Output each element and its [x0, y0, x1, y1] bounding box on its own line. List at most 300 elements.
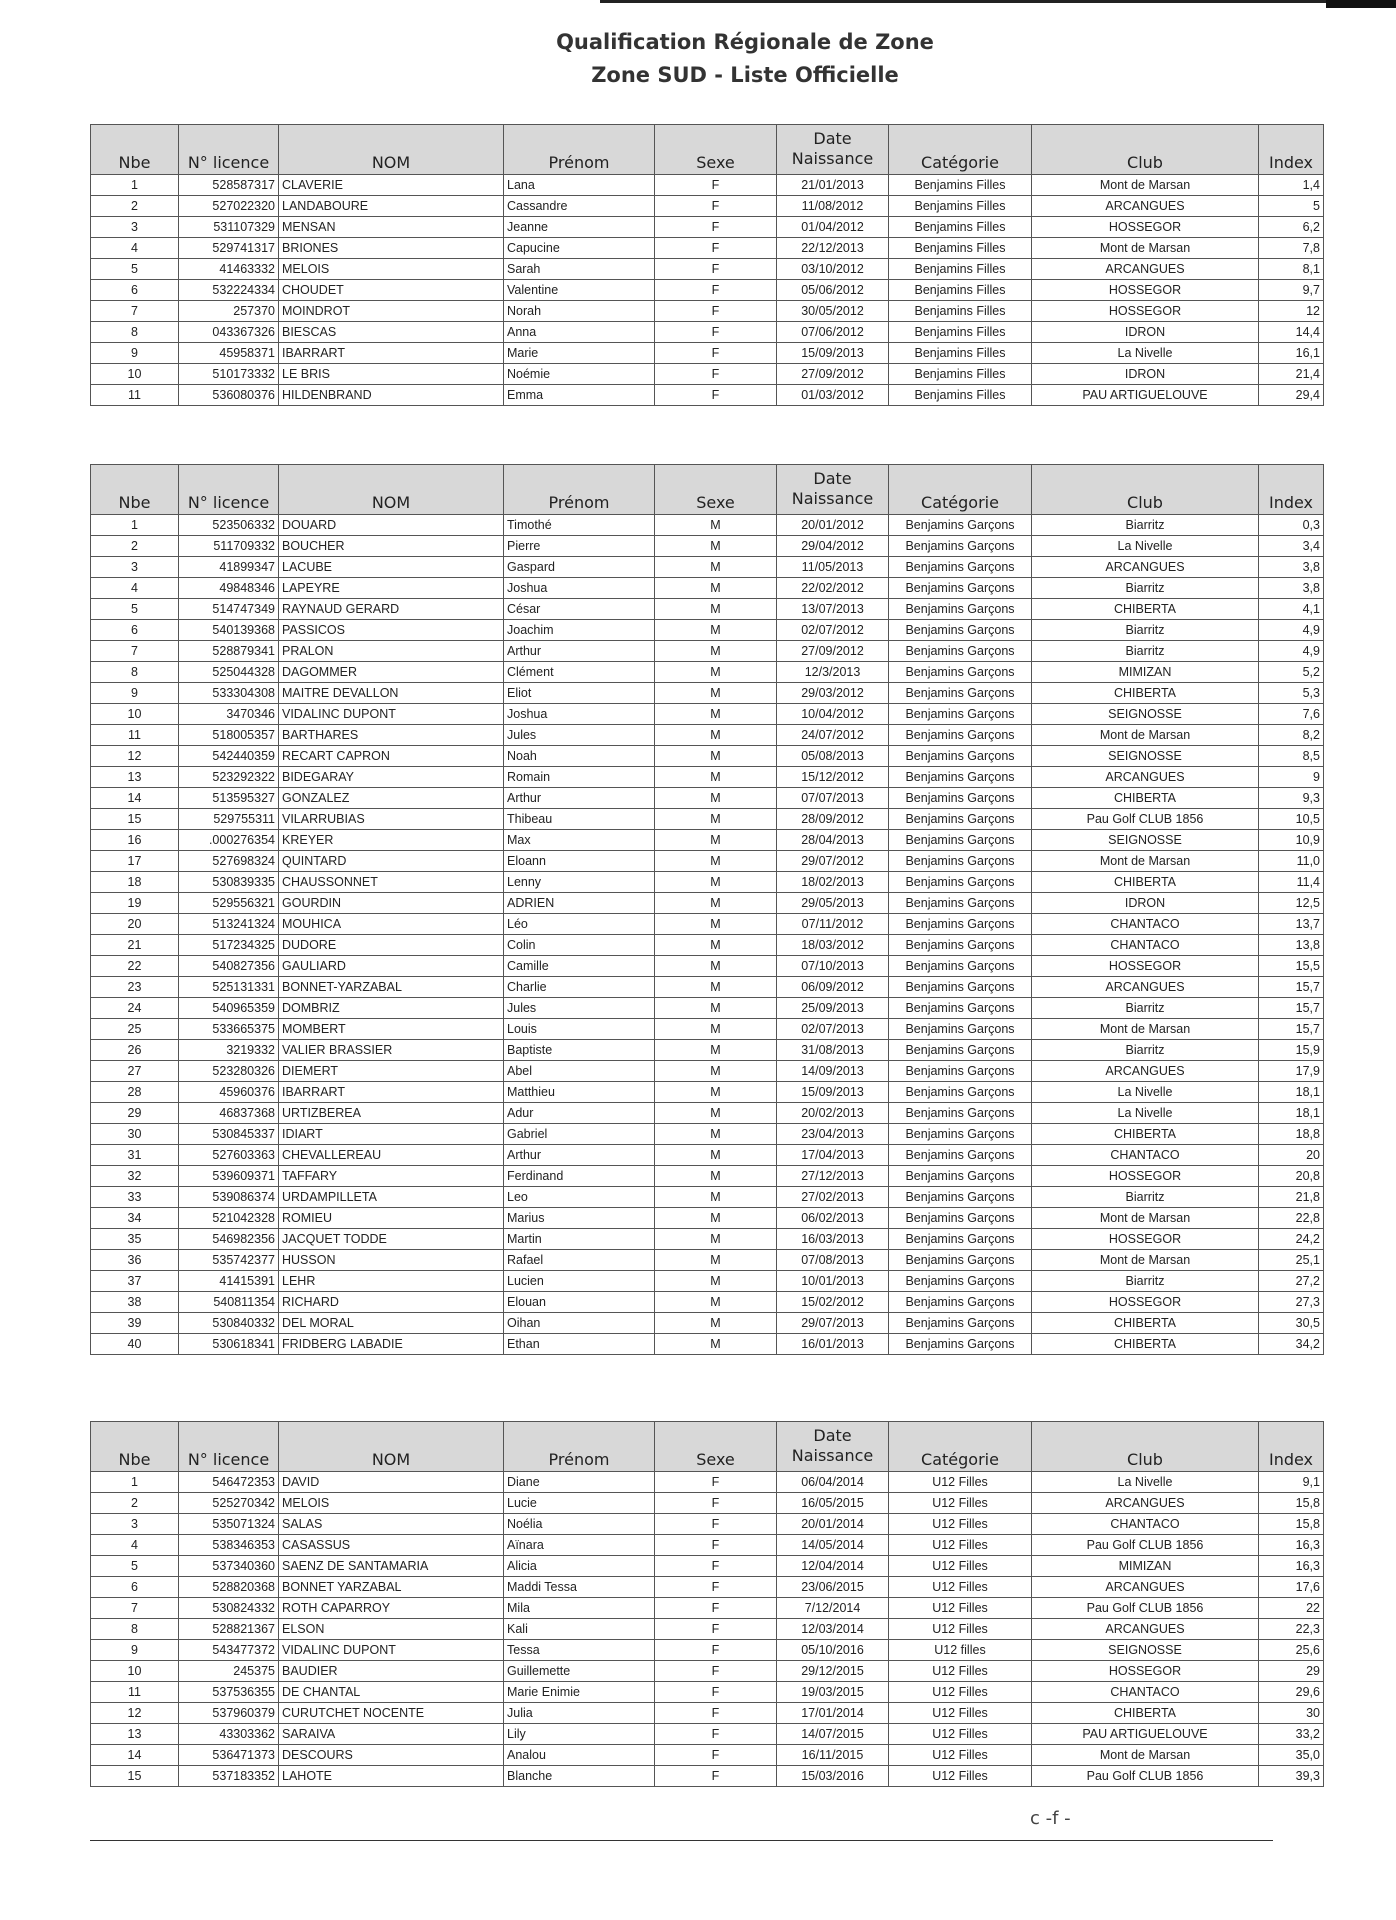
- cell-categorie: Benjamins Garçons: [889, 725, 1032, 746]
- cell-prenom: Marius: [504, 1208, 655, 1229]
- cell-categorie: Benjamins Garçons: [889, 914, 1032, 935]
- cell-prenom: Mila: [504, 1598, 655, 1619]
- cell-categorie: Benjamins Garçons: [889, 1124, 1032, 1145]
- cell-licence: 533304308: [179, 683, 279, 704]
- cell-licence: 538346353: [179, 1535, 279, 1556]
- cell-nom: BONNET YARZABAL: [279, 1577, 504, 1598]
- cell-nom: CURUTCHET NOCENTE: [279, 1703, 504, 1724]
- cell-nom: MOMBERT: [279, 1019, 504, 1040]
- cell-prenom: Martin: [504, 1229, 655, 1250]
- header-index: Index: [1259, 465, 1324, 515]
- cell-nom: LACUBE: [279, 557, 504, 578]
- cell-sexe: F: [655, 1661, 777, 1682]
- table-row: [91, 662, 1324, 683]
- cell-prenom: Jules: [504, 725, 655, 746]
- cell-index: 15,8: [1259, 1493, 1324, 1514]
- cell-date: 05/06/2012: [777, 280, 889, 301]
- cell-club: Mont de Marsan: [1032, 1019, 1259, 1040]
- cell-index: 18,8: [1259, 1124, 1324, 1145]
- table-row: [91, 851, 1324, 872]
- cell-sexe: M: [655, 1313, 777, 1334]
- cell-categorie: Benjamins Filles: [889, 280, 1032, 301]
- cell-club: ARCANGUES: [1032, 196, 1259, 217]
- cell-licence: 537960379: [179, 1703, 279, 1724]
- cell-prenom: Abel: [504, 1061, 655, 1082]
- cell-club: CHANTACO: [1032, 914, 1259, 935]
- cell-club: CHIBERTA: [1032, 872, 1259, 893]
- cell-nom: MELOIS: [279, 259, 504, 280]
- cell-index: 7,6: [1259, 704, 1324, 725]
- cell-categorie: U12 Filles: [889, 1619, 1032, 1640]
- table-header-row: [91, 125, 1324, 175]
- table-row: [91, 1208, 1324, 1229]
- cell-index: 9,7: [1259, 280, 1324, 301]
- cell-index: 11,0: [1259, 851, 1324, 872]
- cell-categorie: Benjamins Garçons: [889, 746, 1032, 767]
- header-nom: NOM: [279, 125, 504, 175]
- cell-categorie: Benjamins Garçons: [889, 1019, 1032, 1040]
- cell-nbe: 1: [91, 175, 179, 196]
- cell-index: 12: [1259, 301, 1324, 322]
- cell-nom: RECART CAPRON: [279, 746, 504, 767]
- cell-licence: 528820368: [179, 1577, 279, 1598]
- cell-nbe: 26: [91, 1040, 179, 1061]
- table-row: [91, 599, 1324, 620]
- header-sexe: Sexe: [655, 125, 777, 175]
- cell-prenom: ADRIEN: [504, 893, 655, 914]
- cell-licence: 514747349: [179, 599, 279, 620]
- cell-nom: KREYER: [279, 830, 504, 851]
- table-row: [91, 1514, 1324, 1535]
- cell-index: 15,7: [1259, 1019, 1324, 1040]
- cell-prenom: Julia: [504, 1703, 655, 1724]
- cell-nbe: 2: [91, 196, 179, 217]
- table-row: [91, 322, 1324, 343]
- cell-sexe: F: [655, 1514, 777, 1535]
- cell-prenom: Maddi Tessa: [504, 1577, 655, 1598]
- cell-sexe: M: [655, 599, 777, 620]
- cell-date: 16/01/2013: [777, 1334, 889, 1355]
- header-licence: N° licence: [179, 1422, 279, 1472]
- cell-club: HOSSEGOR: [1032, 956, 1259, 977]
- cell-categorie: U12 Filles: [889, 1682, 1032, 1703]
- cell-nbe: 12: [91, 1703, 179, 1724]
- cell-date: 18/02/2013: [777, 872, 889, 893]
- cell-sexe: F: [655, 1703, 777, 1724]
- cell-licence: 530840332: [179, 1313, 279, 1334]
- table-header-row: [91, 465, 1324, 515]
- cell-index: 25,6: [1259, 1640, 1324, 1661]
- cell-categorie: Benjamins Garçons: [889, 620, 1032, 641]
- cell-nom: URTIZBEREA: [279, 1103, 504, 1124]
- cell-prenom: Camille: [504, 956, 655, 977]
- cell-nom: GAULIARD: [279, 956, 504, 977]
- document-subtitle: Zone SUD - Liste Officielle: [591, 63, 899, 87]
- cell-categorie: Benjamins Filles: [889, 175, 1032, 196]
- cell-sexe: F: [655, 280, 777, 301]
- cell-date: 29/07/2012: [777, 851, 889, 872]
- cell-club: Mont de Marsan: [1032, 1745, 1259, 1766]
- cell-nom: MENSAN: [279, 217, 504, 238]
- cell-sexe: M: [655, 662, 777, 683]
- cell-categorie: U12 Filles: [889, 1556, 1032, 1577]
- cell-nom: BAUDIER: [279, 1661, 504, 1682]
- cell-nbe: 12: [91, 746, 179, 767]
- cell-nom: RAYNAUD GERARD: [279, 599, 504, 620]
- cell-nbe: 38: [91, 1292, 179, 1313]
- cell-club: CHIBERTA: [1032, 1124, 1259, 1145]
- cell-licence: 546982356: [179, 1229, 279, 1250]
- cell-index: 8,1: [1259, 259, 1324, 280]
- cell-nbe: 5: [91, 1556, 179, 1577]
- cell-date: 20/01/2012: [777, 515, 889, 536]
- header-nbe: Nbe: [91, 465, 179, 515]
- cell-categorie: Benjamins Filles: [889, 238, 1032, 259]
- cell-date: 27/09/2012: [777, 641, 889, 662]
- cell-sexe: M: [655, 893, 777, 914]
- cell-date: 07/08/2013: [777, 1250, 889, 1271]
- cell-nom: VILARRUBIAS: [279, 809, 504, 830]
- cell-club: Biarritz: [1032, 515, 1259, 536]
- cell-nom: VALIER BRASSIER: [279, 1040, 504, 1061]
- cell-prenom: Léo: [504, 914, 655, 935]
- cell-licence: 41899347: [179, 557, 279, 578]
- cell-club: CHIBERTA: [1032, 599, 1259, 620]
- cell-nom: BARTHARES: [279, 725, 504, 746]
- cell-index: 33,2: [1259, 1724, 1324, 1745]
- cell-categorie: Benjamins Garçons: [889, 557, 1032, 578]
- cell-index: 15,5: [1259, 956, 1324, 977]
- cell-prenom: Lenny: [504, 872, 655, 893]
- cell-licence: 529556321: [179, 893, 279, 914]
- cell-nom: CLAVERIE: [279, 175, 504, 196]
- cell-index: 3,8: [1259, 557, 1324, 578]
- cell-categorie: Benjamins Garçons: [889, 830, 1032, 851]
- cell-licence: 527603363: [179, 1145, 279, 1166]
- cell-prenom: Ethan: [504, 1334, 655, 1355]
- table-row: [91, 788, 1324, 809]
- header-date-line1: Date: [813, 1426, 852, 1445]
- cell-date: 01/03/2012: [777, 385, 889, 406]
- cell-nom: MOINDROT: [279, 301, 504, 322]
- cell-nbe: 11: [91, 725, 179, 746]
- cell-prenom: Cassandre: [504, 196, 655, 217]
- table-benjamins-filles: [90, 124, 1324, 406]
- cell-licence: 41463332: [179, 259, 279, 280]
- cell-nbe: 25: [91, 1019, 179, 1040]
- cell-licence: 527698324: [179, 851, 279, 872]
- cell-club: CHANTACO: [1032, 1682, 1259, 1703]
- table-header-row: [91, 1422, 1324, 1472]
- cell-date: 29/07/2013: [777, 1313, 889, 1334]
- footer-line: [90, 1840, 1273, 1841]
- table-row: [91, 1556, 1324, 1577]
- cell-licence: 49848346: [179, 578, 279, 599]
- cell-nbe: 40: [91, 1334, 179, 1355]
- cell-prenom: Arthur: [504, 788, 655, 809]
- table-row: [91, 1040, 1324, 1061]
- cell-index: 9,3: [1259, 788, 1324, 809]
- cell-club: ARCANGUES: [1032, 557, 1259, 578]
- cell-nom: LAHOTE: [279, 1766, 504, 1787]
- cell-licence: 530839335: [179, 872, 279, 893]
- cell-prenom: Jules: [504, 998, 655, 1019]
- cell-nbe: 15: [91, 1766, 179, 1787]
- cell-date: 18/03/2012: [777, 935, 889, 956]
- cell-categorie: Benjamins Garçons: [889, 662, 1032, 683]
- cell-prenom: Charlie: [504, 977, 655, 998]
- cell-nbe: 6: [91, 620, 179, 641]
- cell-date: 24/07/2012: [777, 725, 889, 746]
- cell-sexe: F: [655, 1556, 777, 1577]
- table-row: [91, 1271, 1324, 1292]
- table-row: [91, 557, 1324, 578]
- table-row: [91, 175, 1324, 196]
- cell-prenom: Ferdinand: [504, 1166, 655, 1187]
- cell-date: 28/04/2013: [777, 830, 889, 851]
- cell-nbe: 29: [91, 1103, 179, 1124]
- cell-licence: 523280326: [179, 1061, 279, 1082]
- cell-nbe: 18: [91, 872, 179, 893]
- cell-index: 18,1: [1259, 1082, 1324, 1103]
- cell-date: 15/02/2012: [777, 1292, 889, 1313]
- header-index: Index: [1259, 125, 1324, 175]
- table-row: [91, 704, 1324, 725]
- cell-sexe: M: [655, 1040, 777, 1061]
- cell-date: 10/04/2012: [777, 704, 889, 725]
- cell-sexe: M: [655, 809, 777, 830]
- cell-index: 16,3: [1259, 1535, 1324, 1556]
- cell-club: MIMIZAN: [1032, 662, 1259, 683]
- cell-nbe: 13: [91, 767, 179, 788]
- cell-date: 01/04/2012: [777, 217, 889, 238]
- table-row: [91, 809, 1324, 830]
- header-date-line2: Naissance: [791, 1446, 874, 1465]
- cell-prenom: Rafael: [504, 1250, 655, 1271]
- table-row: [91, 1292, 1324, 1313]
- cell-index: 22,3: [1259, 1619, 1324, 1640]
- cell-licence: 511709332: [179, 536, 279, 557]
- cell-club: Biarritz: [1032, 578, 1259, 599]
- cell-categorie: U12 Filles: [889, 1703, 1032, 1724]
- cell-nbe: 6: [91, 1577, 179, 1598]
- cell-club: SEIGNOSSE: [1032, 704, 1259, 725]
- cell-categorie: U12 filles: [889, 1640, 1032, 1661]
- cell-nbe: 8: [91, 662, 179, 683]
- cell-categorie: Benjamins Filles: [889, 196, 1032, 217]
- cell-categorie: Benjamins Garçons: [889, 767, 1032, 788]
- cell-nbe: 5: [91, 259, 179, 280]
- cell-nbe: 28: [91, 1082, 179, 1103]
- cell-categorie: Benjamins Garçons: [889, 1313, 1032, 1334]
- cell-licence: 45958371: [179, 343, 279, 364]
- cell-nbe: 15: [91, 809, 179, 830]
- cell-categorie: Benjamins Garçons: [889, 872, 1032, 893]
- cell-categorie: Benjamins Filles: [889, 217, 1032, 238]
- cell-index: 27,3: [1259, 1292, 1324, 1313]
- cell-club: CHANTACO: [1032, 935, 1259, 956]
- table-row: [91, 641, 1324, 662]
- cell-sexe: F: [655, 1577, 777, 1598]
- cell-club: Pau Golf CLUB 1856: [1032, 809, 1259, 830]
- handwritten-mark: c -f -: [1030, 1808, 1071, 1829]
- table-row: [91, 1640, 1324, 1661]
- cell-date: 7/12/2014: [777, 1598, 889, 1619]
- table-row: [91, 1703, 1324, 1724]
- cell-prenom: Baptiste: [504, 1040, 655, 1061]
- cell-date: 07/11/2012: [777, 914, 889, 935]
- cell-licence: 537340360: [179, 1556, 279, 1577]
- cell-date: 16/05/2015: [777, 1493, 889, 1514]
- header-categorie: Catégorie: [889, 465, 1032, 515]
- cell-club: PAU ARTIGUELOUVE: [1032, 1724, 1259, 1745]
- cell-nbe: 11: [91, 1682, 179, 1703]
- cell-nom: BONNET-YARZABAL: [279, 977, 504, 998]
- cell-index: 6,2: [1259, 217, 1324, 238]
- cell-date: 15/12/2012: [777, 767, 889, 788]
- cell-sexe: M: [655, 704, 777, 725]
- cell-categorie: Benjamins Filles: [889, 259, 1032, 280]
- cell-nbe: 24: [91, 998, 179, 1019]
- cell-sexe: M: [655, 578, 777, 599]
- cell-nom: DESCOURS: [279, 1745, 504, 1766]
- cell-licence: 530845337: [179, 1124, 279, 1145]
- cell-date: 17/04/2013: [777, 1145, 889, 1166]
- table-row: [91, 1061, 1324, 1082]
- table-row: [91, 1334, 1324, 1355]
- document-title: Qualification Régionale de Zone: [556, 30, 934, 54]
- cell-nom: IBARRART: [279, 1082, 504, 1103]
- cell-club: HOSSEGOR: [1032, 217, 1259, 238]
- table-row: [91, 1124, 1324, 1145]
- cell-index: 25,1: [1259, 1250, 1324, 1271]
- cell-licence: 532224334: [179, 280, 279, 301]
- header-prenom: Prénom: [504, 1422, 655, 1472]
- cell-index: 13,8: [1259, 935, 1324, 956]
- header-nbe: Nbe: [91, 1422, 179, 1472]
- cell-date: 05/10/2016: [777, 1640, 889, 1661]
- cell-licence: 540811354: [179, 1292, 279, 1313]
- table-row: [91, 1472, 1324, 1493]
- cell-prenom: Diane: [504, 1472, 655, 1493]
- header-licence: N° licence: [179, 125, 279, 175]
- cell-nom: IBARRART: [279, 343, 504, 364]
- cell-club: ARCANGUES: [1032, 767, 1259, 788]
- cell-index: 15,8: [1259, 1514, 1324, 1535]
- cell-nbe: 9: [91, 683, 179, 704]
- cell-categorie: Benjamins Garçons: [889, 641, 1032, 662]
- scan-top-line: [600, 0, 1396, 3]
- cell-sexe: F: [655, 1724, 777, 1745]
- cell-club: PAU ARTIGUELOUVE: [1032, 385, 1259, 406]
- cell-date: 27/02/2013: [777, 1187, 889, 1208]
- cell-licence: 528879341: [179, 641, 279, 662]
- cell-index: 10,5: [1259, 809, 1324, 830]
- cell-licence: 513595327: [179, 788, 279, 809]
- cell-sexe: F: [655, 385, 777, 406]
- cell-index: 4,1: [1259, 599, 1324, 620]
- cell-date: 11/05/2013: [777, 557, 889, 578]
- cell-sexe: F: [655, 1682, 777, 1703]
- cell-licence: 46837368: [179, 1103, 279, 1124]
- cell-club: IDRON: [1032, 893, 1259, 914]
- table-row: [91, 683, 1324, 704]
- cell-date: 16/11/2015: [777, 1745, 889, 1766]
- cell-sexe: M: [655, 1334, 777, 1355]
- cell-licence: 529741317: [179, 238, 279, 259]
- cell-prenom: Jeanne: [504, 217, 655, 238]
- cell-date: 20/02/2013: [777, 1103, 889, 1124]
- cell-sexe: F: [655, 196, 777, 217]
- header-sexe: Sexe: [655, 465, 777, 515]
- cell-club: ARCANGUES: [1032, 977, 1259, 998]
- cell-licence: 523292322: [179, 767, 279, 788]
- cell-date: 06/09/2012: [777, 977, 889, 998]
- cell-categorie: Benjamins Garçons: [889, 851, 1032, 872]
- cell-licence: 245375: [179, 1661, 279, 1682]
- cell-sexe: M: [655, 1145, 777, 1166]
- cell-nbe: 7: [91, 641, 179, 662]
- cell-nbe: 9: [91, 343, 179, 364]
- cell-categorie: U12 Filles: [889, 1472, 1032, 1493]
- cell-club: HOSSEGOR: [1032, 1229, 1259, 1250]
- table-row: [91, 1082, 1324, 1103]
- cell-licence: 43303362: [179, 1724, 279, 1745]
- table-row: [91, 1250, 1324, 1271]
- cell-licence: 043367326: [179, 322, 279, 343]
- cell-licence: 521042328: [179, 1208, 279, 1229]
- cell-licence: 523506332: [179, 515, 279, 536]
- cell-nbe: 33: [91, 1187, 179, 1208]
- cell-nbe: 4: [91, 578, 179, 599]
- cell-licence: 257370: [179, 301, 279, 322]
- cell-categorie: Benjamins Garçons: [889, 1061, 1032, 1082]
- header-date-line2: Naissance: [791, 149, 874, 168]
- cell-nom: BOUCHER: [279, 536, 504, 557]
- cell-prenom: Elouan: [504, 1292, 655, 1313]
- cell-club: ARCANGUES: [1032, 1619, 1259, 1640]
- cell-date: 22/02/2012: [777, 578, 889, 599]
- cell-licence: 518005357: [179, 725, 279, 746]
- cell-date: 28/09/2012: [777, 809, 889, 830]
- header-index: Index: [1259, 1422, 1324, 1472]
- cell-index: 34,2: [1259, 1334, 1324, 1355]
- cell-nbe: 34: [91, 1208, 179, 1229]
- cell-prenom: Adur: [504, 1103, 655, 1124]
- cell-nbe: 7: [91, 1598, 179, 1619]
- cell-club: La Nivelle: [1032, 343, 1259, 364]
- cell-club: Biarritz: [1032, 1040, 1259, 1061]
- cell-club: ARCANGUES: [1032, 259, 1259, 280]
- cell-index: 4,9: [1259, 620, 1324, 641]
- cell-date: 23/06/2015: [777, 1577, 889, 1598]
- table-row: [91, 914, 1324, 935]
- cell-club: Biarritz: [1032, 641, 1259, 662]
- table-row: [91, 1745, 1324, 1766]
- cell-index: 30: [1259, 1703, 1324, 1724]
- table-row: [91, 280, 1324, 301]
- cell-sexe: M: [655, 1019, 777, 1040]
- cell-club: Pau Golf CLUB 1856: [1032, 1535, 1259, 1556]
- cell-nom: DEL MORAL: [279, 1313, 504, 1334]
- cell-sexe: M: [655, 641, 777, 662]
- cell-date: 14/05/2014: [777, 1535, 889, 1556]
- cell-prenom: Lucien: [504, 1271, 655, 1292]
- cell-prenom: Thibeau: [504, 809, 655, 830]
- cell-date: 13/07/2013: [777, 599, 889, 620]
- header-categorie: Catégorie: [889, 125, 1032, 175]
- cell-categorie: Benjamins Garçons: [889, 956, 1032, 977]
